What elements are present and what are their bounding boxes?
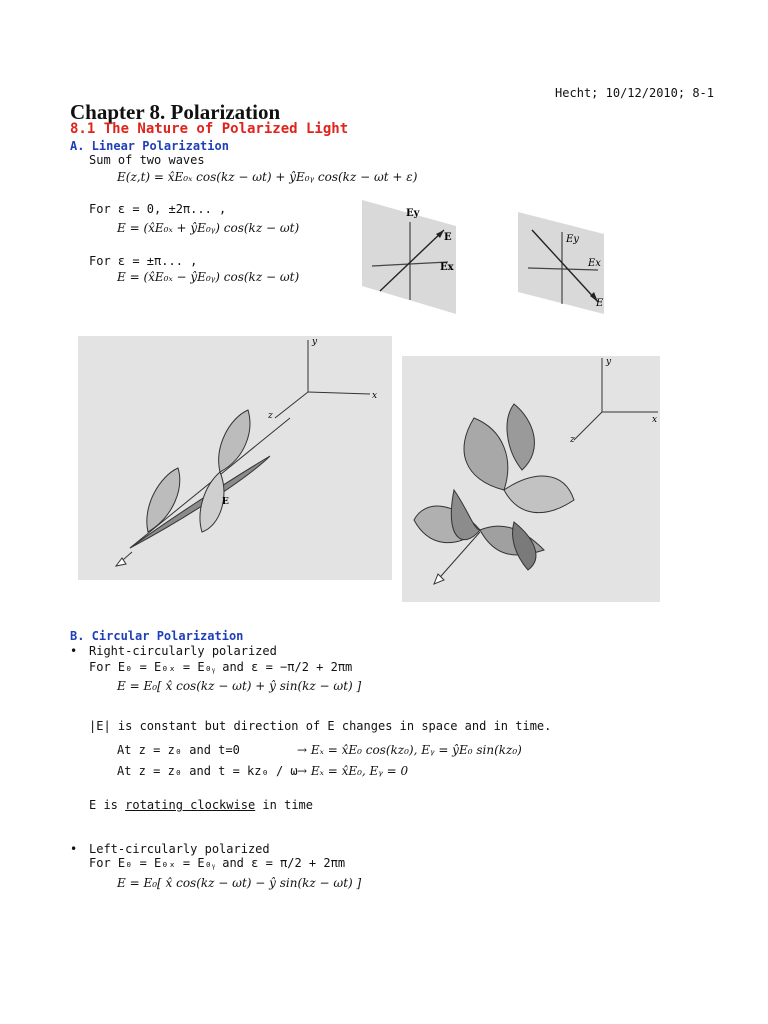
- fig2-ey-label: Ey: [566, 234, 579, 245]
- linear-wave-3d-figure: [70, 326, 400, 588]
- linear-plane-figure-1: [360, 196, 460, 316]
- constant-note: |E| is constant but direction of E changes in space and in time.: [89, 719, 552, 733]
- rotating-line: [89, 798, 313, 812]
- fig3-y-label: y: [312, 337, 318, 347]
- right-eq: E = E₀[ x̂ cos(kz − ωt) + ŷ sin(kz − ωt) ]: [117, 679, 362, 693]
- circular-wave-3d-figure: [394, 350, 668, 608]
- linear-case1-eq: E = (x̂E₀ₓ + ŷE₀ᵧ) cos(kz − ωt): [117, 221, 300, 235]
- fig1-ey-label: Ey: [406, 208, 420, 219]
- linear-case2-eq: E = (x̂E₀ₓ − ŷE₀ᵧ) cos(kz − ωt): [117, 270, 300, 284]
- linear-plane-figure-2: [514, 210, 608, 316]
- fig1-ex-label: Ex: [440, 262, 454, 273]
- left-eq: E = E₀[ x̂ cos(kz − ωt) − ŷ sin(kz − ωt) ]: [117, 876, 362, 890]
- at1-left: At z = z₀ and t=0: [117, 743, 240, 757]
- fig4-z-label: z: [570, 435, 575, 445]
- fig3-e-label: E: [222, 497, 229, 507]
- fig4-x-label: x: [652, 415, 658, 425]
- at1-right: → Eₓ = x̂E₀ cos(kz₀), Eᵧ = ŷE₀ sin(kz₀): [297, 743, 522, 757]
- at2-left: At z = z₀ and t = kz₀ / ω: [117, 764, 298, 778]
- linear-heading: A. Linear Polarization: [70, 139, 229, 153]
- right-bullet-dot: •: [70, 644, 78, 658]
- rotating-prefix: E is: [89, 798, 118, 812]
- fig2-ex-label: Ex: [588, 258, 601, 269]
- linear-case1-condition: For ε = 0, ±2π... ,: [89, 202, 227, 216]
- rotating-underlined: rotating clockwise: [125, 798, 256, 812]
- left-bullet-dot: •: [70, 842, 78, 856]
- section-title: 8.1 The Nature of Polarized Light: [70, 121, 349, 137]
- rotating-suffix: in time: [262, 798, 313, 812]
- linear-eq-general: E(z,t) = x̂E₀ₓ cos(kz − ωt) + ŷE₀ᵧ cos(kz − ωt + ε): [117, 170, 418, 184]
- left-condition: For E₀ = E₀ₓ = E₀ᵧ and ε = π/2 + 2πm: [89, 856, 346, 870]
- linear-intro: Sum of two waves: [89, 153, 205, 167]
- fig3-x-label: x: [372, 391, 378, 401]
- right-bullet: Right-circularly polarized: [89, 644, 277, 658]
- at2-right: → Eₓ = x̂E₀, Eᵧ = 0: [297, 764, 409, 778]
- left-bullet: Left-circularly polarized: [89, 842, 270, 856]
- fig4-y-label: y: [606, 357, 612, 367]
- fig2-e-label: E: [596, 298, 604, 309]
- circular-heading: B. Circular Polarization: [70, 629, 244, 643]
- page-header: Hecht; 10/12/2010; 8-1: [555, 86, 714, 100]
- chapter-title: Chapter 8. Polarization: [70, 100, 281, 124]
- fig1-e-label: E: [444, 232, 452, 243]
- linear-case2-condition: For ε = ±π... ,: [89, 254, 198, 268]
- fig3-z-label: z: [268, 411, 273, 421]
- right-condition: For E₀ = E₀ₓ = E₀ᵧ and ε = −π/2 + 2πm: [89, 660, 353, 674]
